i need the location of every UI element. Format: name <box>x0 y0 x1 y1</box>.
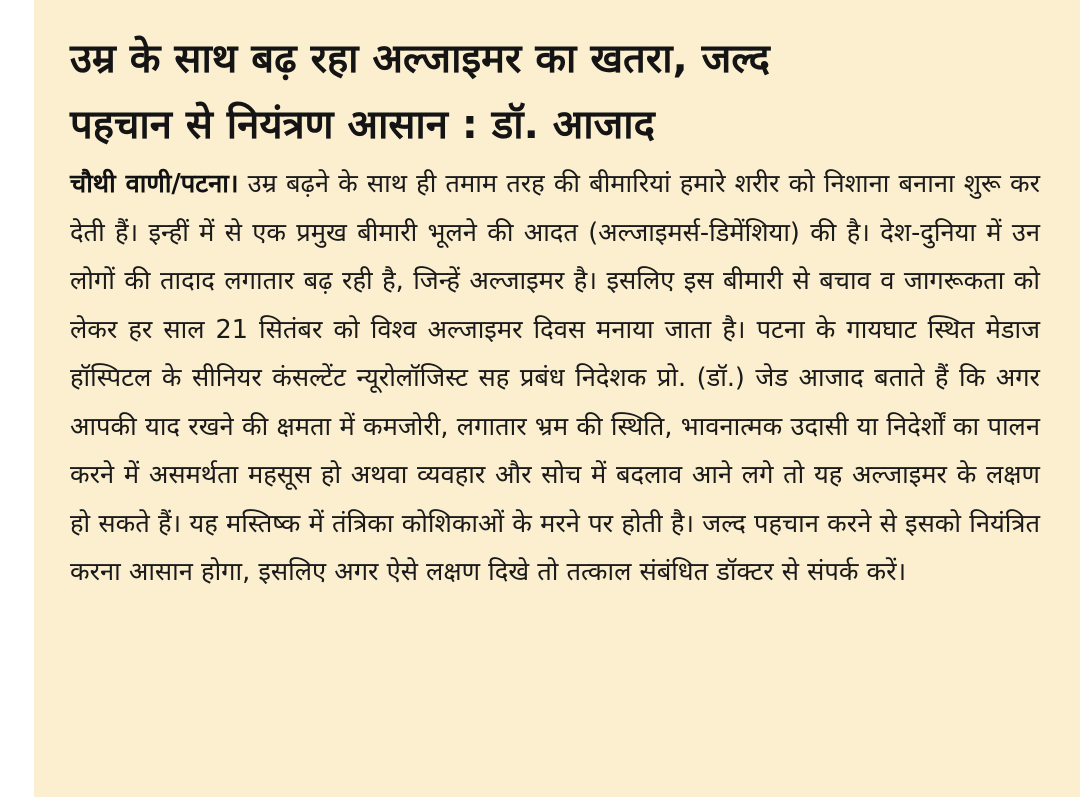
article-dateline: चौथी वाणी/पटना। <box>70 169 239 199</box>
headline-line-2: पहचान से नियंत्रण आसान : डॉ. आजाद <box>70 102 655 148</box>
cropped-previous-article-fragment <box>120 0 320 4</box>
article-text: उम्र बढ़ने के साथ ही तमाम तरह की बीमारियां हमारे शरीर को निशाना बनाना शुरू कर देती हैं। इन्हीं में से एक प्रमुख बीमारी भूलने की आदत (अल्जाइमर्स-डिमेंशिया) की है। देश-दुनिया में उन लोगों की तादाद लगातार बढ़ रही है, जिन्हें अल्जाइमर है। इसलिए इस बीमारी से बचाव व जागरूकता को लेकर हर साल 21 सितंबर को विश्व अल्जाइमर दिवस मनाया जाता है। पटना के गायघाट स्थित मेडाज हॉस्पिटल के सीनियर कंसल्टेंट न्यूरोलॉजिस्ट सह प्रबंध निदेशक प्रो. (डॉ.) जेड आजाद बताते हैं कि अगर आपकी याद रखने की क्षमता में कमजोरी, लगातार भ्रम की स्थिति, भावनात्मक उदासी या निदेर्शों का पालन करने में असमर्थता महसूस हो अथवा व्यवहार और सोच में बदलाव आने लगे तो यह अल्जाइमर के लक्षण हो सकते हैं। यह मस्तिष्क में तंत्रिका कोशिकाओं के मरने पर होती है। जल्द पहचान करने से इसको नियंत्रित करना आसान होगा, इसलिए अगर ऐसे लक्षण दिखे तो तत्काल संबंधित डॉक्टर से संपर्क करें। <box>70 169 1040 587</box>
page-margin <box>0 0 34 797</box>
article-headline <box>70 26 1060 158</box>
article-body <box>70 160 1040 597</box>
headline-line-1: उम्र के साथ बढ़ रहा अल्जाइमर का खतरा, जल्द <box>70 36 770 82</box>
